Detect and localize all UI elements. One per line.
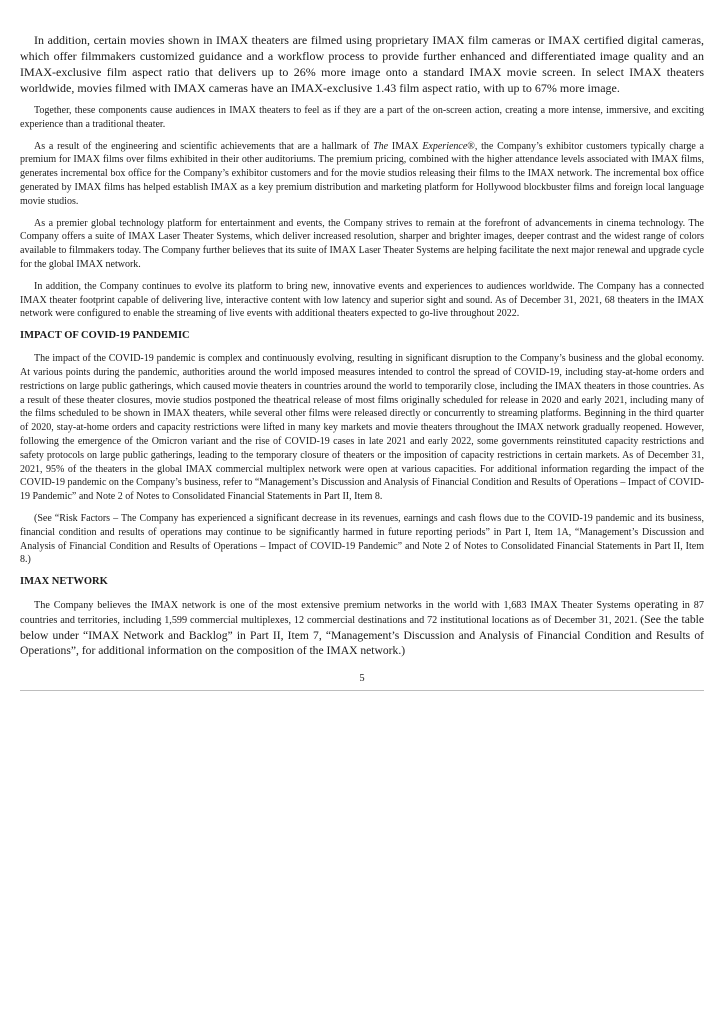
footer-divider (20, 690, 704, 691)
italic-text: Experience (422, 140, 468, 152)
paragraph-text: The Company believes the IMAX network is one of the most extensive premium networks in the world with 1,683 IMAX Theater Systems (34, 600, 635, 612)
paragraph-text: (See the table below under “IMAX Network and Backlog” in Part II, Item 7, “Management’s Discussion and Analysis of Financial Condition and Results of Operations”, for additional information on the composition of the IMAX network.) (20, 613, 705, 657)
paragraph-text: As a result of the engineering and scientific achievements that are a hallmark of (34, 140, 374, 152)
paragraph-imax-cameras: In addition, certain movies shown in IMAX theaters are filmed using proprietary IMAX film cameras or IMAX certified digital cameras, which offer filmmakers customized guidance and a workflow process to provide further enhanced and differentiated image quality and an IMAX-exclusive film aspect ratio that delivers up to 26% more image onto a standard IMAX movie screen. In select IMAX theaters worldwide, movies filmed with IMAX cameras have an IMAX-exclusive 1.43 film aspect ratio, with up to 67% more image. (20, 33, 704, 95)
paragraph-imax-network (20, 598, 704, 659)
paragraph-premium-pricing (20, 140, 704, 209)
heading-covid-impact: IMPACT OF COVID-19 PANDEMIC (20, 330, 190, 342)
paragraph-laser-systems: As a premier global technology platform for entertainment and events, the Company strives to remain at the forefront of advancements in cinema technology. The Company offers a suite of IMAX Laser Theater Systems, which deliver increased resolution, sharper and brighter images, deeper contrast and the widest range of colors available to filmmakers today. The Company further believes that its suite of IMAX Laser Theater Systems are helping facilitate the next major renewal and upgrade cycle for the global IMAX network. (20, 217, 704, 270)
paragraph-text: operating (634, 598, 679, 612)
paragraph-immersive-experience: Together, these components cause audiences in IMAX theaters to feel as if they are a part of the on-screen action, creating a more intense, immersive, and exciting experience than a traditional theater. (20, 105, 704, 130)
document-page (20, 32, 704, 667)
italic-text: The (373, 140, 389, 152)
paragraph-text: IMAX (388, 140, 423, 152)
paragraph-text: ®, the Company’s exhibitor customers typically charge a premium for IMAX films over films exhibited in their other auditoriums. The premium pricing, combined with the higher attendance levels associated with IMAX films, generates incremental box office for the Company’s exhibitor customers and for the movie studios releasing their films to the IMAX network. The incremental box office generated by IMAX films has helped establish IMAX as a key premium distribution and marketing platform for Hollywood blockbuster films and foreign local language movie studios. (20, 140, 704, 207)
heading-imax-network: IMAX NETWORK (20, 576, 108, 588)
paragraph-live-events: In addition, the Company continues to evolve its platform to bring new, innovative events and experiences to audiences worldwide. The Company has a connected IMAX theater footprint capable of delivering live, interactive content with low latency and superior sight and sound. As of December 31, 2021, 68 theaters in the IMAX network were configured to enable the streaming of live events with additional theaters expected to go-live throughout 2022. (20, 280, 704, 320)
page-number: 5 (359, 673, 365, 684)
paragraph-text: in 87 countries and territories, including 1,599 commercial multiplexes, 12 commercial destinations and 72 institutional locations as of December 31, 2021. (20, 600, 704, 627)
paragraph-risk-factors-reference: (See “Risk Factors – The Company has experienced a significant decrease in its revenues, earnings and cash flows due to the COVID-19 pandemic and its business, financial condition and results of operations may continue to be significantly harmed in future reporting periods” in Part I, Item 1A, “Management’s Discussion and Analysis of Financial Condition and Results of Operations – Impact of COVID-19 Pandemic” and Note 2 of Notes to Consolidated Financial Statements in Part II, Item 8.) (20, 512, 704, 566)
paragraph-covid-impact: The impact of the COVID-19 pandemic is complex and continuously evolving, resulting in significant disruption to the Company’s business and the global economy. At various points during the pandemic, authorities around the world imposed measures intended to control the spread of COVID-19, including stay-at-home orders and restrictions on large public gatherings, which caused movie theaters in countries around the world to temporarily close, including the IMAX theaters in those countries. As a result of these theater closures, movie studios postponed the theatrical release of most films originally scheduled for release in 2020 and early 2021, including many of the films scheduled to be shown in IMAX theaters, while several other films were released directly or concurrently to streaming platforms. Beginning in the third quarter of 2020, stay-at-home orders and capacity restrictions were lifted in many key markets and movie theaters throughout the IMAX network gradually reopened. However, following the emergence of the Omicron variant and the rise of COVID-19 cases in late 2021 and early 2022, some governments reinstituted capacity restrictions and safety protocols on large public gatherings, leading to the temporary closure of theaters or the imposition of capacity restrictions in certain markets. As of December 31, 2021, 95% of the theaters in the global IMAX commercial multiplex network were open at various capacities. For additional information regarding the impact of the COVID-19 pandemic on the Company’s business, refer to “Management’s Discussion and Analysis of Financial Condition and Results of Operations – Impact of COVID-19 Pandemic” and Note 2 of Notes to Consolidated Financial Statements in Part II, Item 8. (20, 353, 704, 503)
